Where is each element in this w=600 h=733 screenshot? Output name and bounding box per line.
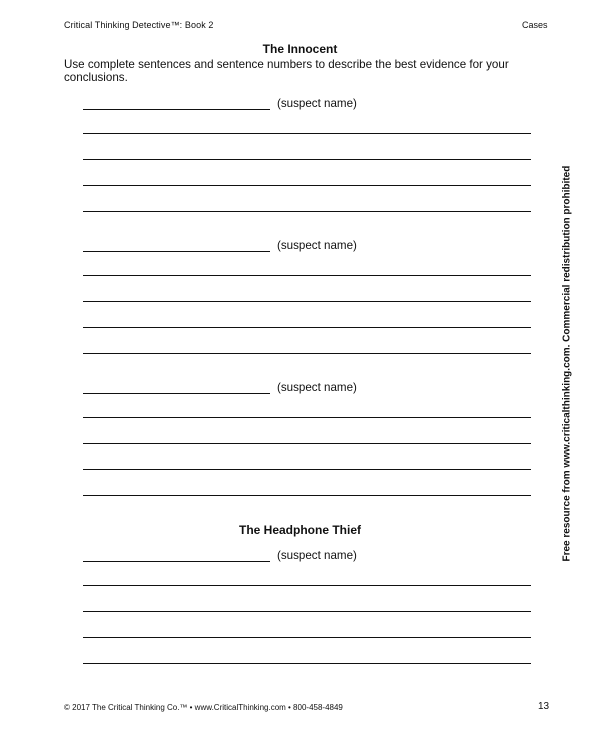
answer-line[interactable] xyxy=(83,301,531,302)
suspect-name-line[interactable] xyxy=(83,561,270,562)
suspect-name-line[interactable] xyxy=(83,393,270,394)
answer-line[interactable] xyxy=(83,663,531,664)
answer-line[interactable] xyxy=(83,353,531,354)
copyright-footer: © 2017 The Critical Thinking Co.™ • www.CriticalThinking.com • 800-458-4849 xyxy=(64,703,343,712)
answer-line[interactable] xyxy=(83,495,531,496)
suspect-name-label: (suspect name) xyxy=(277,239,357,252)
answer-line[interactable] xyxy=(83,133,531,134)
answer-line[interactable] xyxy=(83,637,531,638)
answer-line[interactable] xyxy=(83,585,531,586)
page-number: 13 xyxy=(538,701,550,712)
book-title: Critical Thinking Detective™: Book 2 xyxy=(64,20,214,30)
instructions: Use complete sentences and sentence numbers to describe the best evidence for your conclusions. xyxy=(64,58,509,84)
answer-line[interactable] xyxy=(83,327,531,328)
suspect-name-label: (suspect name) xyxy=(277,381,357,394)
answer-line[interactable] xyxy=(83,417,531,418)
answer-line[interactable] xyxy=(83,443,531,444)
redistribution-notice: Free resource from www.criticalthinking.com. Commercial redistribution prohibited xyxy=(561,165,573,562)
suspect-name-line[interactable] xyxy=(83,109,270,110)
suspect-name-label: (suspect name) xyxy=(277,97,357,110)
answer-line[interactable] xyxy=(83,275,531,276)
answer-line[interactable] xyxy=(83,211,531,212)
answer-line[interactable] xyxy=(83,469,531,470)
thief-title: The Headphone Thief xyxy=(238,523,361,537)
answer-line[interactable] xyxy=(83,185,531,186)
answer-line[interactable] xyxy=(83,611,531,612)
innocent-title: The Innocent xyxy=(262,42,338,56)
suspect-name-label: (suspect name) xyxy=(277,549,357,562)
section-label: Cases xyxy=(522,20,548,30)
suspect-name-line[interactable] xyxy=(83,251,270,252)
answer-line[interactable] xyxy=(83,159,531,160)
